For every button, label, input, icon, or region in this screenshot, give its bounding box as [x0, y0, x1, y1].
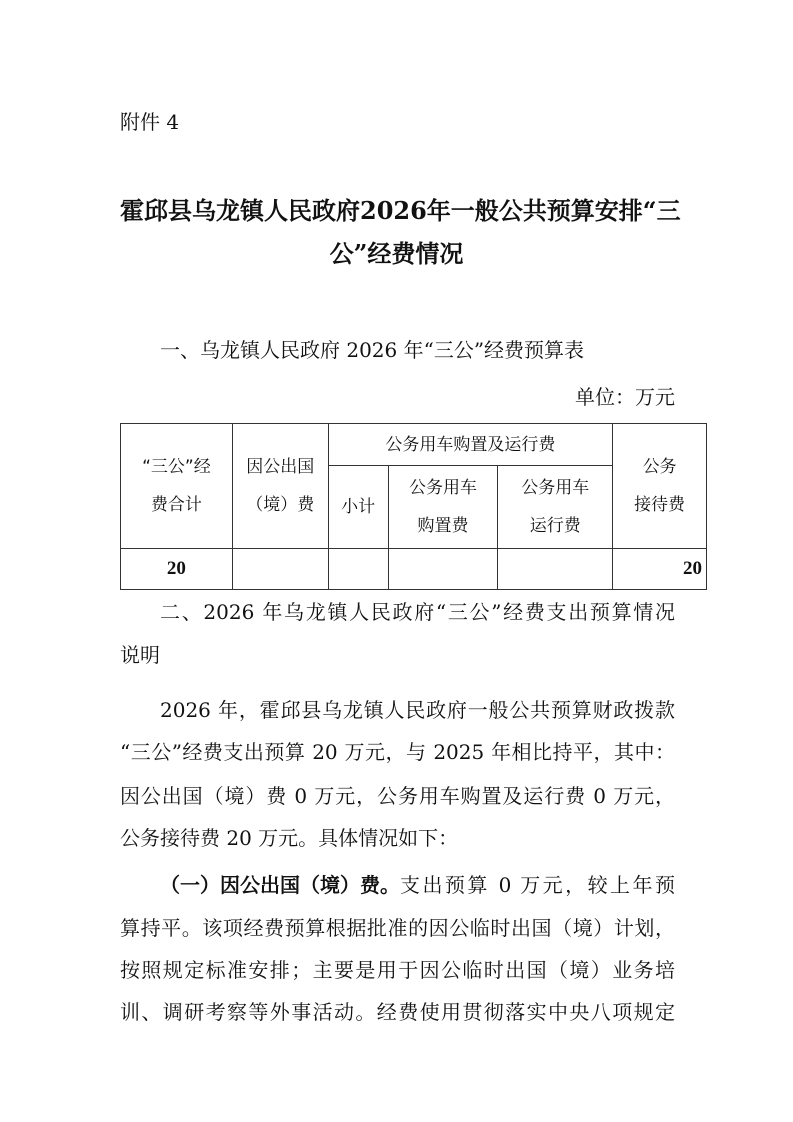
- header-vehicle-operation: 公务用车 运行费: [498, 466, 613, 549]
- paragraph1-line-1: 2026 年，霍邱县乌龙镇人民政府一般公共预算财政拨款: [160, 698, 675, 722]
- paragraph2-line-4: 训、调研考察等外事活动。经费使用贯彻落实中央八项规定: [120, 1000, 675, 1024]
- header-overseas: 因公出国 （境）费: [232, 424, 328, 549]
- header-total: “三公”经 费合计: [121, 424, 233, 549]
- paragraph2-line-2: 算持平。该项经费预算根据批准的因公临时出国（境）计划，: [120, 916, 675, 940]
- cell-reception: 20: [613, 549, 707, 590]
- cell-purchase: [388, 549, 498, 590]
- unit-label: 单位：万元: [575, 385, 675, 409]
- paragraph2-line-3: 按照规定标准安排；主要是用于因公临时出国（境）业务培: [120, 958, 675, 982]
- cell-overseas: [232, 549, 328, 590]
- section2-heading-line-1: 二、2026 年乌龙镇人民政府“三公”经费支出预算情况: [160, 600, 675, 624]
- cell-total: 20: [121, 549, 233, 590]
- document-title-line-1: 霍邱县乌龙镇人民政府2026年一般公共预算安排“三: [120, 196, 681, 225]
- section1-heading: 一、乌龙镇人民政府 2026 年“三公”经费预算表: [160, 338, 585, 362]
- paragraph1-line-2: “三公”经费支出预算 20 万元，与 2025 年相比持平，其中：: [120, 740, 675, 764]
- cell-subtotal: [328, 549, 388, 590]
- section2-heading-line-2: 说明: [120, 643, 160, 667]
- paragraph1-line-4: 公务接待费 20 万元。具体情况如下：: [120, 826, 459, 850]
- header-vehicle-group: 公务用车购置及运行费: [328, 424, 612, 466]
- document-title-line-2: 公”经费情况: [329, 239, 464, 268]
- paragraph1-line-3: 因公出国（境）费 0 万元，公务用车购置及运行费 0 万元，: [120, 784, 675, 808]
- header-reception: 公务 接待费: [613, 424, 707, 549]
- cell-operation: [498, 549, 613, 590]
- header-subtotal: 小计: [328, 466, 388, 549]
- header-vehicle-purchase: 公务用车 购置费: [388, 466, 498, 549]
- table-row: [121, 549, 707, 590]
- paragraph2-line-1: （一）因公出国（境）费。 支出预算 0 万元，较上年预: [160, 873, 675, 897]
- overseas-subheading: （一）因公出国（境）费。: [160, 873, 400, 897]
- attachment-label: 附件 4: [120, 110, 180, 134]
- three-public-budget-table: [120, 423, 707, 590]
